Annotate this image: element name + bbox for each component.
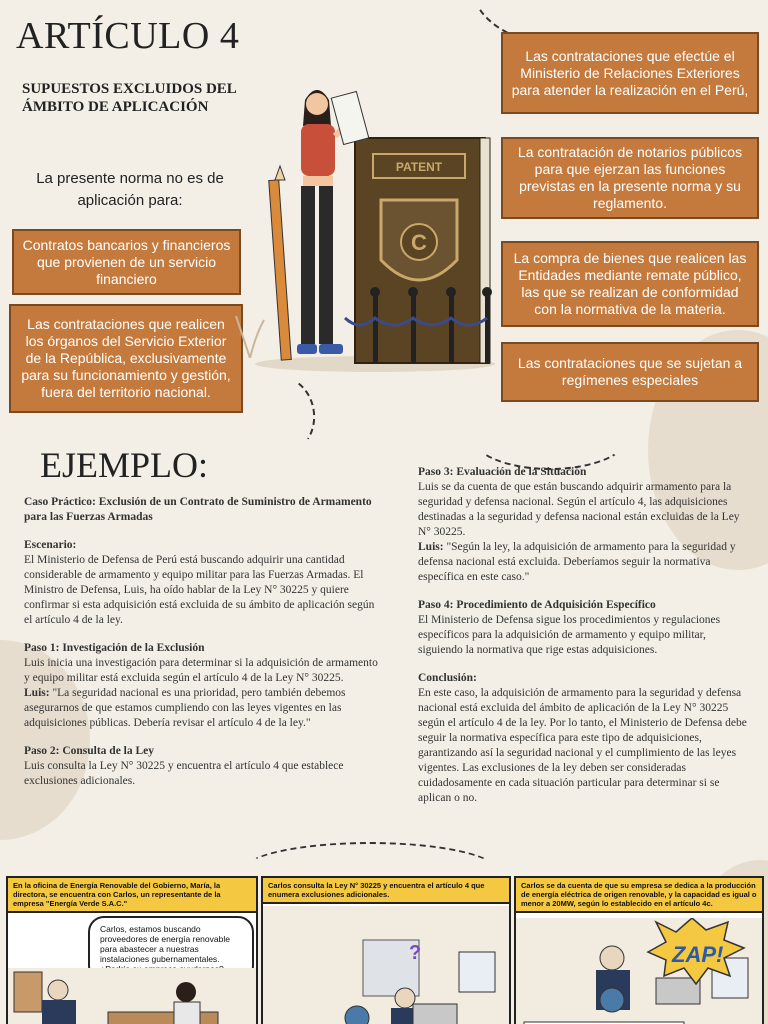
exclusion-box: Las contrataciones que se sujetan a regímenes especiales [501,342,759,402]
exclusion-box: La compra de bienes que realicen las Entidades mediante remate público, las que se realizan de conformidad con la normativa de la materia. [501,241,759,327]
realization-scene [516,918,764,1024]
comic-panel-1 [6,876,258,1024]
comic-panel-2 [261,876,511,1024]
conclusion: Conclusión: En este caso, la adquisición de armamento para la seguridad y defensa nacional está excluida del ámbito de aplicación de la Ley N° 30225 según el artículo 4 de la ley. Por lo tanto, el Ministerio de Defensa debe seguir la normativa específica para este tipo de adquisiciones, garantizando así la seguridad nacional y el cumplimiento de las leyes vigentes. Las exclusiones de la ley deben ser consideradas cuidadosamente en cada situación particular para determinar si se aplican o no. [418,672,747,804]
exclusion-box: Las contrataciones que realicen los órganos del Servicio Exterior de la República, exclusivamente para su funcionamiento y gestión, fuera del territorio nacional. [9,304,243,413]
book-label: PATENT [395,160,443,174]
step-2: Paso 2: Consulta de la Ley Luis consulta la Ley N° 30225 y encuentra el artículo 4 que establece exclusiones adicionales. [24,745,344,787]
comic-caption: En la oficina de Energía Renovable del Gobierno, María, la directora, se encuentra con Carlos, un representante de la empresa "Energía Verde S.A.C." [8,878,256,913]
step-4: Paso 4: Procedimiento de Adquisición Específico El Ministerio de Defensa sigue los procedimientos y regulaciones específicos para la adquisición de armamento y equipo militar, siguiendo la normativa que rige estas adquisiciones. [418,599,721,656]
case-title: Caso Práctico: Exclusión de un Contrato de Suministro de Armamento para las Fuerzas Armadas [24,496,372,523]
step-1: Paso 1: Investigación de la Exclusión Luis inicia una investigación para determinar si la adquisición de armamento y equipo militar está excluida según el artículo 4 de la Ley N° 30225. Luis: "La seguridad nacional es una prioridad, pero también debemos asegurarnos de que estamos cumpliendo con las leyes vigentes en las adquisiciones públicas. Debería revisar el artículo 4 de la ley." [24,642,378,729]
example-right-column [418,465,752,819]
patent-illustration [255,80,500,375]
exclusion-box: La contratación de notarios públicos para que ejerzan las funciones previstas en la presente norma y su reglamento. [501,137,759,219]
dashed-decoration [239,370,322,461]
comic-panel-3 [514,876,764,1024]
scenario: Escenario: El Ministerio de Defensa de Perú está buscando adquirir una cantidad considerable de armamento y equipo militar para las Fuerzas Armadas. El Ministro de Defensa, Luis, ha oído hablar de la Ley N° 30225 y quiere confirmar si esta adquisición está excluida de su ámbito de aplicación según el artículo 4 de la ley. [24,539,375,626]
exclusion-box: Las contrataciones que efectúe el Ministerio de Relaciones Exteriores para atender la realización en el Perú, [501,32,759,114]
example-left-column [24,495,384,802]
question-mark: ? [409,942,422,964]
zap-text: ZAP! [672,942,724,967]
reading-scene [263,906,511,1024]
step-3: Paso 3: Evaluación de la Situación Luis se da cuenta de que están buscando adquirir armamento para la seguridad y defensa nacional. Según el artículo 4, las adquisiciones destinadas a la seguridad y defensa nacional están excluidas de la Ley N° 30225. Luis: "Según la ley, la adquisición de armamento para la seguridad y defensa nacional está excluida. Deberíamos seguir la normativa específica en este caso." [418,466,740,583]
comic-caption: Carlos se da cuenta de que su empresa se dedica a la producción de energía eléctrica de origen renovable, y la capacidad es igual o menor a 20MW, según lo establecido en el artículo 4c. [516,878,762,913]
page-subtitle: SUPUESTOS EXCLUIDOS DEL ÁMBITO DE APLICACIÓN [22,81,236,115]
page-title: ARTÍCULO 4 [16,15,240,57]
office-scene [8,968,258,1024]
comic-caption: Carlos consulta la Ley N° 30225 y encuentra el artículo 4 que enumera exclusiones adicionales. [263,878,509,904]
exclusion-box: Contratos bancarios y financieros que provienen de un servicio financiero [12,229,241,295]
intro-text: La presente norma no es de aplicación para: [36,170,224,209]
plant-decoration [232,310,268,358]
example-heading: EJEMPLO: [40,445,209,485]
speech-bubble: Carlos, estamos buscando proveedores de energía renovable para abastecer a nuestras instalaciones gubernamentales. [88,916,254,982]
copyright-symbol: C [411,230,427,255]
dashed-decoration [470,400,630,470]
